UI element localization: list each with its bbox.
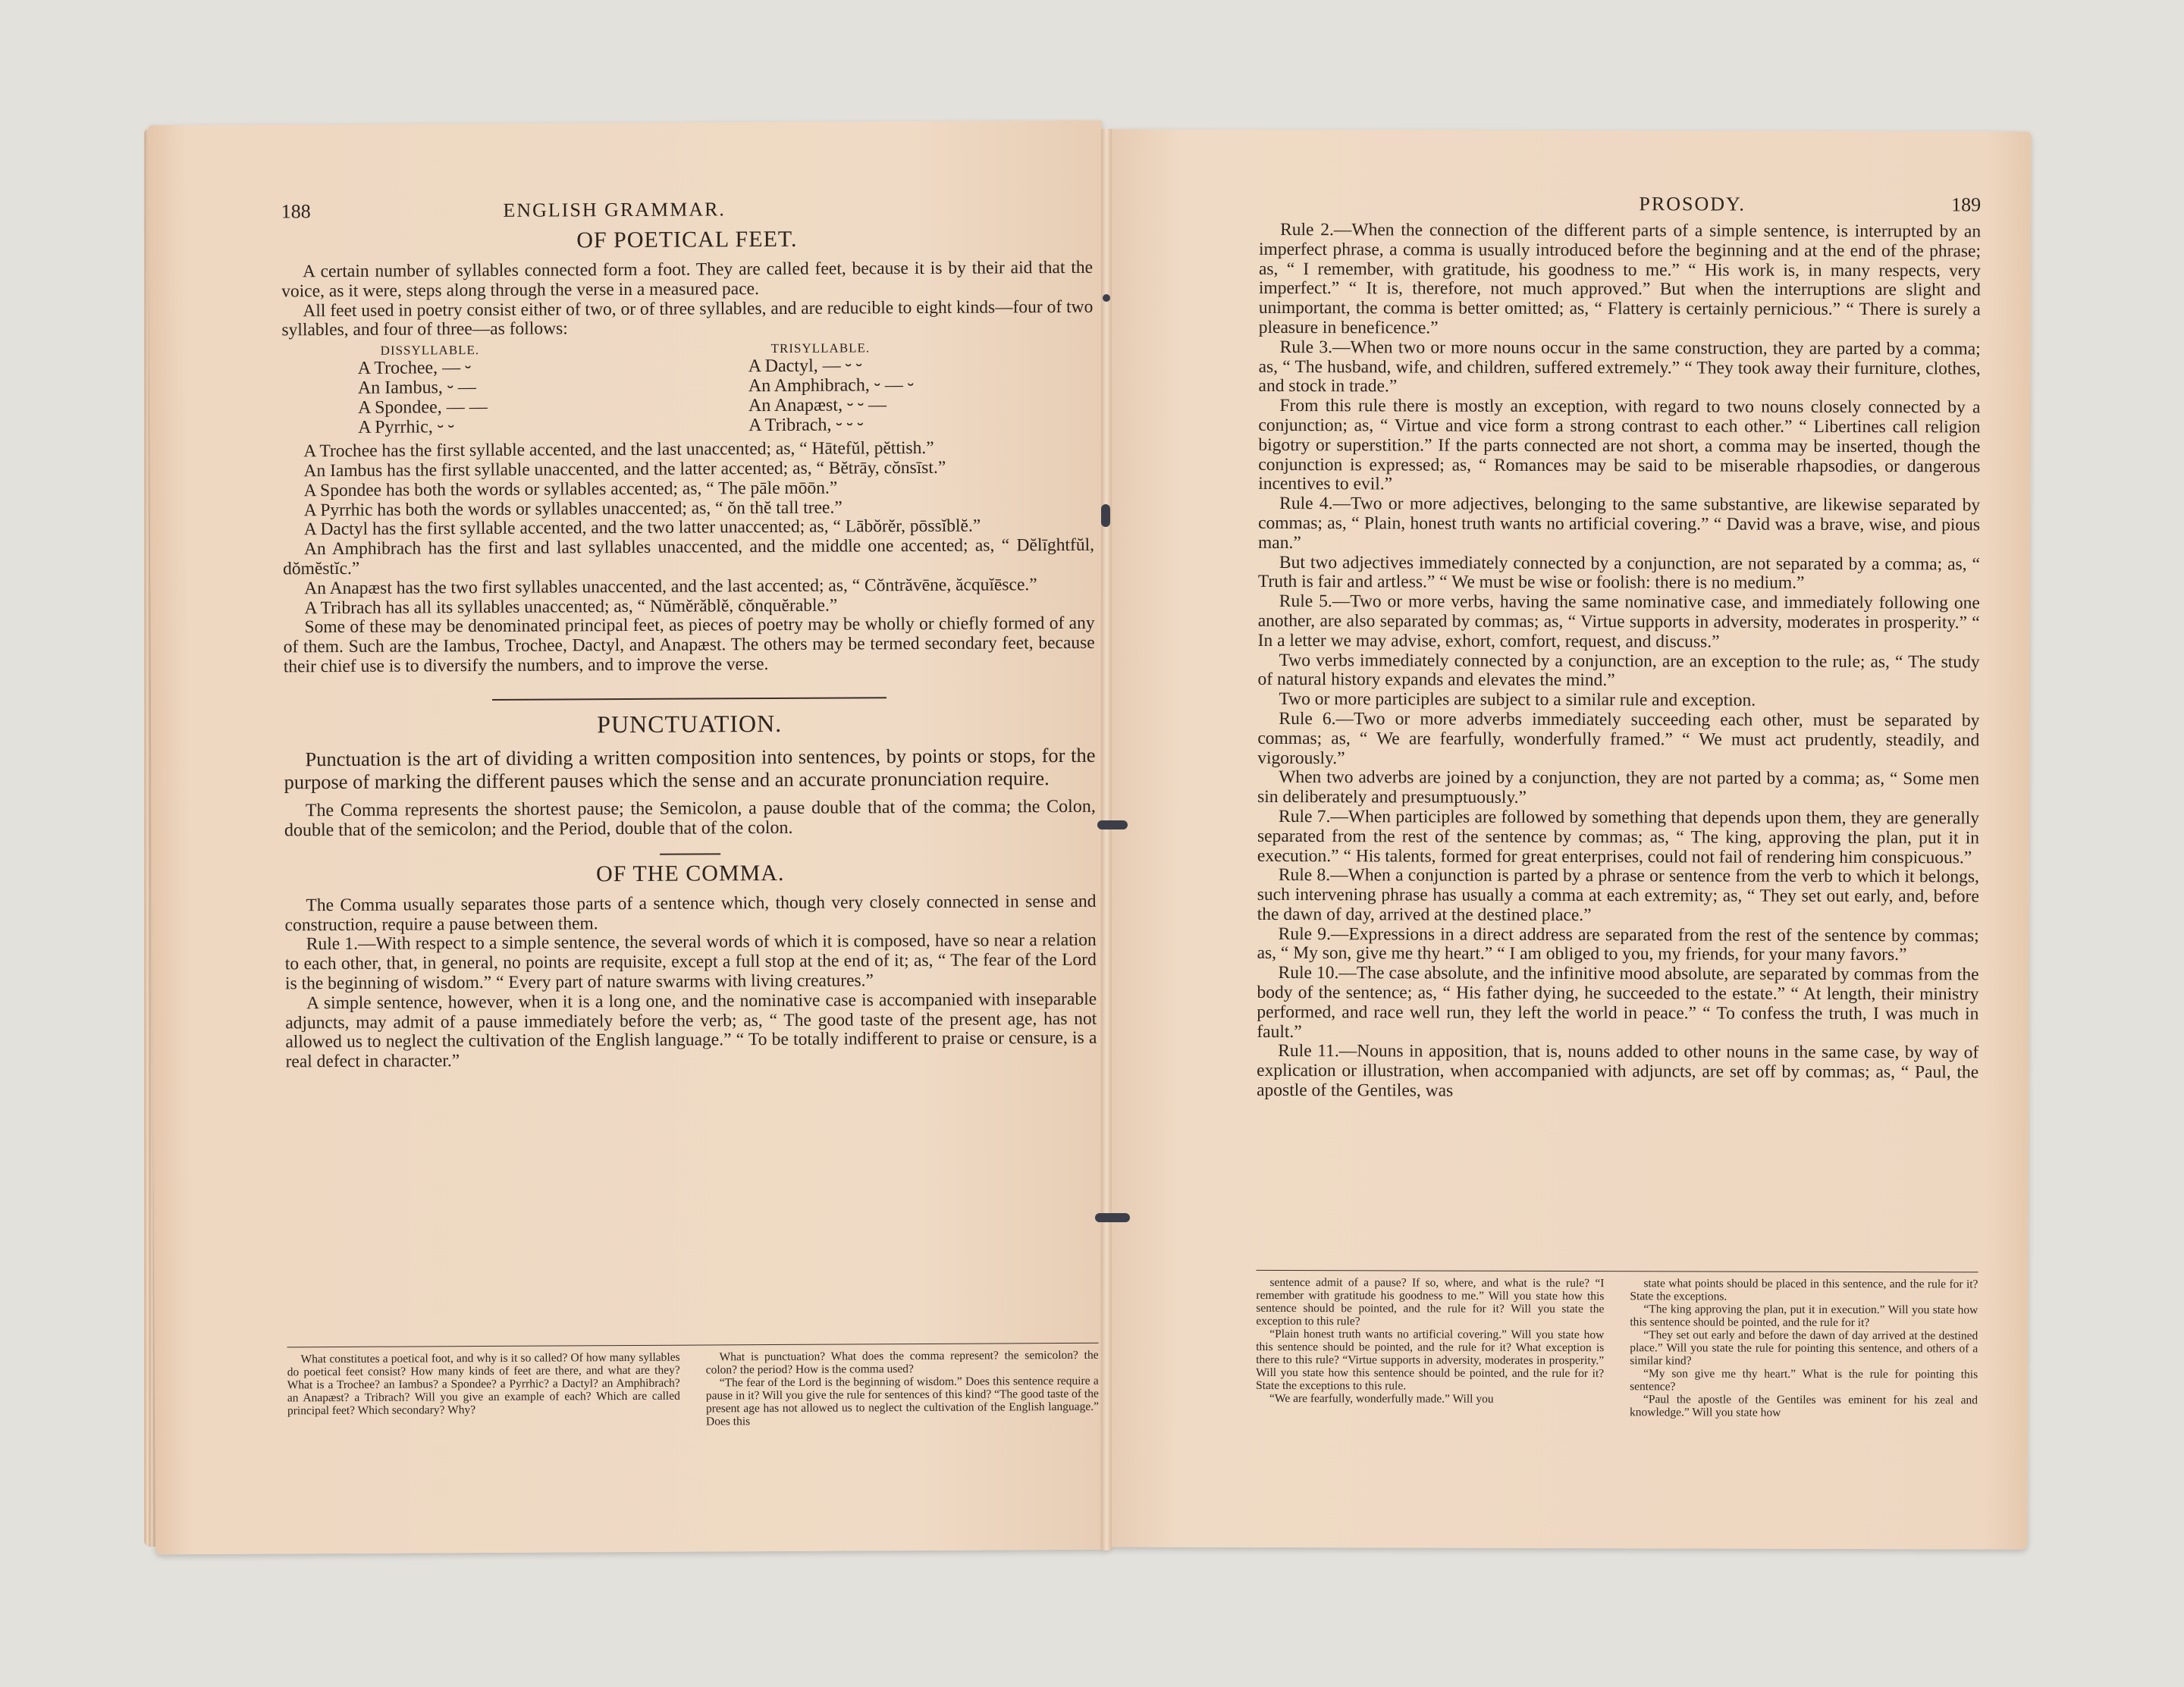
paragraph: Rule 9.—Expressions in a direct address are separated from the rest of the sentence by commas; as, “ My son, give me thy heart.” “ I am obliged to you, my friends, for your many favors.” bbox=[1257, 923, 1979, 965]
left-review-questions bbox=[287, 1349, 1100, 1431]
running-head-left: ENGLISH GRAMMAR. bbox=[503, 198, 726, 221]
paragraph: The Comma represents the shortest pause; the Semicolon, a pause double that of the comma; the Colon, double that of the semicolon; and the Period, double that of the colon. bbox=[284, 796, 1096, 841]
binding-stitch bbox=[1095, 1213, 1130, 1222]
question-paragraph: state what points should be placed in this sentence, and the rule for it? State the exceptions. bbox=[1630, 1277, 1978, 1303]
paragraph: Rule 10.—The case absolute, and the infinitive mood absolute, are separated by commas from the body of the sentence; as, “ His father dying, he succeeded to the estate.” “ At length, their ministry performed, and race well run, they left the world in peace.” “ To confess the truth, I was much in fault.” bbox=[1257, 963, 1979, 1042]
foot-item: An Anapæst, ⏑ ⏑ — bbox=[748, 395, 887, 416]
paragraph: Rule 5.—Two or more verbs, having the same nominative case, and immediately following one another, are also separated by commas; as, “ Virtue supports in adversity, moderates in prosperity.” “ In a letter we may advise, exhort, comfort, request, and discuss.” bbox=[1257, 591, 1980, 652]
question-paragraph: “The fear of the Lord is the beginning of wisdom.” Does this sentence require a pause in it? Will you give the rule for sentences of this kind? “The good taste of the present age has not allowed us to neglect the cultivation of the English language.” Does this bbox=[705, 1374, 1099, 1428]
question-paragraph: “We are fearfully, wonderfully made.” Will you bbox=[1269, 1391, 1494, 1406]
paragraph: Some of these may be denominated principal feet, as pieces of poetry may be wholly or chiefly formed of any of them. Such are the Iambus, Trochee, Dactyl, and Anapæst. The others may be termed secondary feet, because their chief use is to diversify the numbers, and to improve the verse. bbox=[283, 613, 1095, 677]
paragraph: Rule 11.—Nouns in apposition, that is, nouns added to other nouns in the same case, by way of explication or illustration, when accompanied with adjuncts, are set off by commas; as, “ Paul, the apostle of the Gentiles, was bbox=[1257, 1041, 1979, 1101]
foot-item: A Pyrrhic, ⏑ ⏑ bbox=[358, 417, 454, 438]
question-paragraph: “The king approving the plan, put it in execution.” Will you state how this sentence should be pointed, and the rule for it? bbox=[1630, 1303, 1978, 1330]
paragraph: An Amphibrach has the first and last syllables unaccented, and the middle one accented; as, “ Dĕlīghtfŭl, dŏmĕstĭc.” bbox=[283, 535, 1095, 579]
page-number-right: 189 bbox=[1951, 193, 1982, 216]
binding-stitch bbox=[1103, 294, 1110, 302]
paragraph: Rule 8.—When a conjunction is parted by a phrase or sentence from the verb to which it belongs, such intervening phrase has usually a comma at each extremity; as, “ They set out early, and, before the dawn of day, arrived at the destined place.” bbox=[1257, 865, 1979, 925]
question-paragraph: “Plain honest truth wants no artificial covering.” Will you state how this sentence should be pointed, and the rule for it? What exception is there to this rule? “Virtue supports in adversity, moderates in prosperity.” Will you state how this sentence should be pointed, and the rule for it? State the exceptions to this rule. bbox=[1256, 1327, 1605, 1393]
book-spine bbox=[1101, 129, 1112, 1551]
paragraph: Two or more participles are subject to a similar rule and exception. bbox=[1279, 689, 1756, 710]
question-paragraph: “They set out early and before the dawn of day arrived at the destined place.” Will you state the rule for pointing this sentence, and others of a similar kind? bbox=[1630, 1328, 1978, 1368]
paragraph: Two verbs immediately connected by a conjunction, are an exception to the rule; as, “ The study of natural history expands and elevates the mind.” bbox=[1257, 650, 1980, 691]
right-review-questions bbox=[1256, 1276, 1978, 1419]
foot-item: A Spondee, — — bbox=[357, 397, 488, 419]
paragraph: An Anapæst has the two first syllables unaccented, and the last accented; as, “ Cŏntrăvēne, ăcquĭēsce.” bbox=[304, 574, 1037, 599]
right-page bbox=[1104, 129, 2032, 1549]
dissyllable-heading: DISSYLLABLE. bbox=[380, 343, 480, 358]
trisyllable-heading: TRISYLLABLE. bbox=[770, 340, 871, 356]
foot-item: A Dactyl, — ⏑ ⏑ bbox=[748, 356, 862, 377]
running-head-right: PROSODY. bbox=[1639, 193, 1746, 215]
paragraph: All feet used in poetry consist either of two, or of three syllables, and are reducible to eight kinds—four of two syllables, and four of three—as follows: bbox=[281, 296, 1094, 340]
question-paragraph: “My son give me thy heart.” What is the rule for pointing this sentence? bbox=[1630, 1367, 1978, 1394]
paragraph: A Pyrrhic has both the words or syllables unaccented; as, “ ŏn thĕ tall tree.” bbox=[303, 497, 843, 520]
paragraph: When two adverbs are joined by a conjunction, they are not parted by a comma; as, “ Some men sin deliberately and presumptuously.” bbox=[1257, 767, 1980, 807]
right-running-head bbox=[1259, 192, 1981, 216]
paragraph: From this rule there is mostly an exception, with regard to two nouns closely connected by a conjunction; as, “ Virtue and vice form a strong contrast to each other.” “ Libertines call religion bigotry or superstition.” If the parts connected are not short, a comma may be inserted, though the conjunction is expressed; as, “ Romances may be said to be miserable rhapsodies, or dangerous incentives to evil.” bbox=[1258, 396, 1981, 494]
question-paragraph: What constitutes a poetical foot, and why is it so called? Of how many syllables do poetical feet consist? How many kinds of feet are there, and what are they? What is a Trochee? an Iambus? a Spondee? a Pyrrhic? a Dactyl? an Amphibrach? an Anapæst? a Tribrach? Will you give an example of each? Which are called principal feet? Which secondary? Why? bbox=[287, 1350, 680, 1418]
footnote-rule bbox=[287, 1343, 1099, 1348]
paragraph: A Tribrach has all its syllables unaccented; as, “ Nŭmĕrăblĕ, cŏnquĕrable.” bbox=[304, 595, 838, 618]
left-running-head bbox=[281, 196, 1093, 224]
paragraph: A Spondee has both the words or syllables accented; as, “ The pāle mōōn.” bbox=[303, 478, 838, 501]
section-title-punctuation: PUNCTUATION. bbox=[597, 709, 783, 738]
left-page bbox=[148, 121, 1109, 1555]
foot-item: A Trochee, — ⏑ bbox=[357, 358, 472, 379]
paragraph: A Trochee has the first syllable accented, and the last unaccented; as, “ Hātefŭl, pĕttish.” bbox=[303, 438, 934, 462]
paragraph: Rule 7.—When participles are followed by something that depends upon them, they are generally separated from the rest of the sentence by commas; as, “ The king, approving the plan, put it in execution.” “ His talents, formed for great enterprises, could not fail of rendering him conspicuous.” bbox=[1257, 806, 1980, 867]
paragraph: Rule 1.—With respect to a simple sentence, the several words of which it is composed, have so near a relation to each other, that, in general, no points are requisite, except a full stop at the end of it; as, “ The fear of the Lord is the beginning of wisdom.” “ Every part of nature swarms with living creatures.” bbox=[284, 930, 1097, 994]
section-divider bbox=[492, 697, 886, 701]
paragraph: Rule 4.—Two or more adjectives, belonging to the same substantive, are likewise separated by commas; as, “ Plain, honest truth wants no artificial covering.” “ David was a brave, wise, and pious man.” bbox=[1257, 494, 1981, 553]
question-paragraph: What is punctuation? What does the comma represent? the semicolon? the colon? the period? How is the comma used? bbox=[705, 1348, 1099, 1377]
paragraph: Rule 2.—When the connection of the different parts of a simple sentence, is interrupted by an imperfect phrase, a comma is usually introduced before the beginning and at the end of the phrase; as, “ I remember, with gratitude, his goodness to me.” “ His work is, in many respects, very imperfect.” “ It is, therefore, not much approved.” But when the interruptions are slight and unimportant, the comma is better omitted; as, “ Flattery is certainly pernicious.” “ There is surely a pleasure in beneficence.” bbox=[1258, 220, 1982, 338]
binding-stitch bbox=[1097, 820, 1128, 829]
binding-stitch bbox=[1101, 504, 1110, 527]
paragraph: Punctuation is the art of dividing a written composition into sentences, by points or stops, for the purpose of marking the different pauses which the sense and an accurate pronunciation require. bbox=[284, 743, 1096, 794]
section-title-comma: OF THE COMMA. bbox=[596, 860, 785, 886]
foot-item: An Amphibrach, ⏑ — ⏑ bbox=[748, 375, 914, 397]
section-divider bbox=[660, 853, 720, 854]
paragraph: But two adjectives immediately connected by a conjunction, are not separated by a comma; as, “ Truth is fair and artless.” “ We must be wise or foolish: there is no medium.” bbox=[1257, 552, 1980, 594]
paragraph: A certain number of syllables connected form a foot. They are called feet, because it is by their aid that the voice, as it were, steps along through the verse in a measured pace. bbox=[281, 257, 1094, 302]
paragraph: An Iambus has the first syllable unaccented, and the latter accented; as, “ Bĕtrāy, cŏnsīst.” bbox=[303, 457, 946, 481]
question-paragraph: “Paul the apostle of the Gentiles was eminent for his zeal and knowledge.” Will you state how bbox=[1629, 1393, 1978, 1419]
paragraph: Rule 6.—Two or more adverbs immediately succeeding each other, must be separated by commas; as, “ We are fearfully, wonderfully framed.” “ We must act prudently, steadily, and vigorously.” bbox=[1257, 708, 1980, 768]
paragraph: A simple sentence, however, when it is a long one, and the nominative case is accompanied with inseparable adjuncts, may admit of a pause immediately before the verb; as, “ The good taste of the present age, has not allowed us to neglect the cultivation of the English language.” “ To be totally indifferent to praise or censure, is a real defect in character.” bbox=[285, 989, 1097, 1072]
foot-item: An Iambus, ⏑ — bbox=[357, 378, 476, 399]
paragraph: A Dactyl has the first syllable accented, and the two latter unaccented; as, “ Lābŏrĕr, pōssĭblĕ.” bbox=[303, 516, 981, 540]
page-number-left: 188 bbox=[281, 200, 311, 223]
feet-table bbox=[282, 340, 1094, 438]
footnote-rule bbox=[1257, 1270, 1978, 1272]
paragraph: Rule 3.—When two or more nouns occur in the same construction, they are parted by a comma; as, “ The husband, wife, and children, suffered extremely.” “ They took away their furniture, clothes, and stock in trade.” bbox=[1258, 337, 1981, 397]
foot-item: A Tribrach, ⏑ ⏑ ⏑ bbox=[748, 415, 864, 436]
question-paragraph: sentence admit of a pause? If so, where, and what is the rule? “I remember with gratitude his goodness to me.” Will you state how this sentence should be pointed, and the rule for it? Will you state the exception to this rule? bbox=[1256, 1275, 1605, 1328]
section-title-poetical-feet: OF POETICAL FEET. bbox=[576, 226, 798, 253]
paragraph: The Comma usually separates those parts of a sentence which, though very closely connected in sense and construction, require a pause between them. bbox=[284, 891, 1097, 935]
